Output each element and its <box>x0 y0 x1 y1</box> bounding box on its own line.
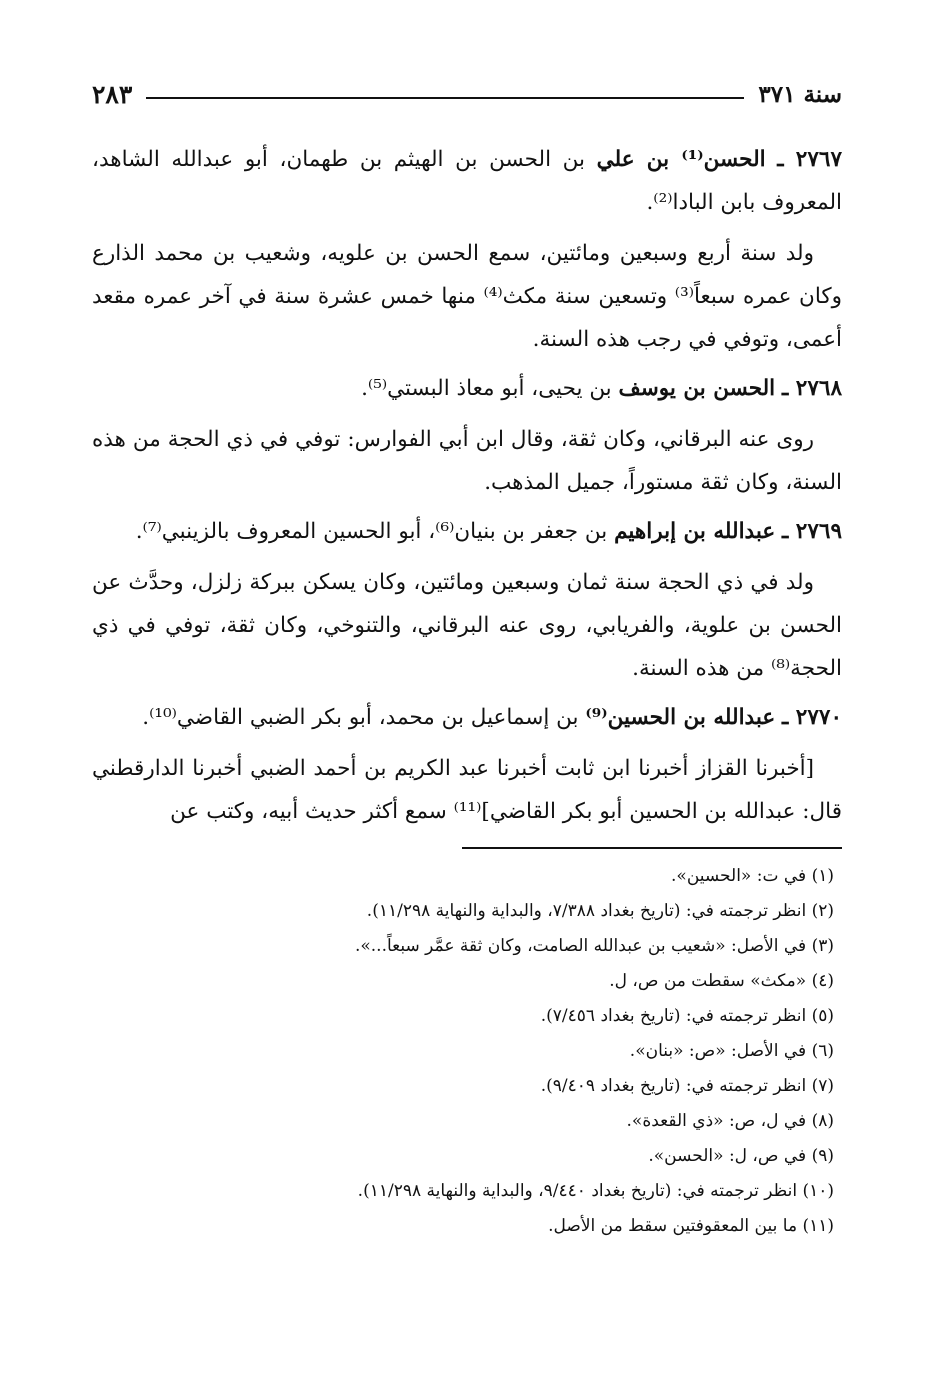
footnotes <box>92 859 842 1244</box>
entry-name: الحسن⁽¹⁾ بن علي <box>596 147 766 172</box>
entry-number: ٢٧٦٧ ـ <box>777 147 842 172</box>
entry-details: بن الحسن بن الهيثم بن طهمان، أبو عبدالله الشاهد، المعروف بابن البادا⁽²⁾. <box>92 147 842 215</box>
entry-details: بن إسماعيل بن محمد، أبو بكر الضبي القاضي⁽¹⁰⁾. <box>142 705 579 730</box>
footnote: (٨) في ل، ص: «ذي القعدة». <box>626 1111 834 1131</box>
footnote: (٤) «مكث» سقطت من ص، ل. <box>609 971 834 991</box>
footnote: (١٠) انظر ترجمته في: (تاريخ بغداد ٩/٤٤٠، والبداية والنهاية ١١/٢٩٨). <box>357 1181 834 1201</box>
main-text <box>92 138 842 833</box>
footnote: (٣) في الأصل: «شعيب بن عبدالله الصامت، وكان ثقة عمَّر سبعاً...». <box>354 936 834 956</box>
biography-paragraph: [أخبرنا القزاز أخبرنا ابن ثابت أخبرنا عبد الكريم بن أحمد الضبي أخبرنا الدارقطني قال: عبدالله بن الحسين أبو بكر القاضي]⁽¹¹⁾ سمع أكثر حديث أبيه، وكتب عن <box>92 756 842 824</box>
page-number: ٢٨٣ <box>92 79 133 109</box>
biography-entry-2769 <box>92 510 842 553</box>
footnote: (١) في ت: «الحسين». <box>671 866 834 886</box>
chapter-heading: سنة ٣٧١ <box>758 80 842 108</box>
biography-paragraph: ولد في ذي الحجة سنة ثمان وسبعين ومائتين، وكان يسكن ببركة زلزل، وحدَّث عن الحسن بن علوية، والفريابي، روى عنه البرقاني، والتنوخي، وكان ثقة، توفي في ذي الحجة⁽⁸⁾ من هذه السنة. <box>92 570 842 681</box>
footnote: (٥) انظر ترجمته في: (تاريخ بغداد ٧/٤٥٦). <box>540 1006 834 1026</box>
biography-entry-2768 <box>92 367 842 410</box>
page-header <box>92 70 842 118</box>
book-page <box>92 70 842 1330</box>
biography-entry-2770 <box>92 696 842 739</box>
entry-details: بن يحيى، أبو معاذ البستي⁽⁵⁾. <box>361 376 612 401</box>
footnote: (٦) في الأصل: «ص: «بنان». <box>629 1041 834 1061</box>
footnote: (٢) انظر ترجمته في: (تاريخ بغداد ٧/٣٨٨، والبداية والنهاية ١١/٢٩٨). <box>366 901 834 921</box>
entry-name: عبدالله بن إبراهيم <box>614 519 776 544</box>
footnote: (٧) انظر ترجمته في: (تاريخ بغداد ٩/٤٠٩). <box>540 1076 834 1096</box>
footnote-separator <box>462 847 842 849</box>
entry-name: عبدالله بن الحسين⁽⁹⁾ <box>585 705 776 730</box>
entry-details: بن جعفر بن بنيان⁽⁶⁾، أبو الحسين المعروف بالزينبي⁽⁷⁾. <box>135 519 608 544</box>
biography-entry-2767 <box>92 138 842 224</box>
header-rule <box>146 97 744 99</box>
entry-number: ٢٧٦٩ ـ <box>782 519 842 544</box>
biography-paragraph: روى عنه البرقاني، وكان ثقة، وقال ابن أبي الفوارس: توفي في ذي الحجة من هذه السنة، وكان ثقة مستوراً، جميل المذهب. <box>92 427 842 495</box>
entry-number: ٢٧٦٨ ـ <box>782 376 842 401</box>
entry-number: ٢٧٧٠ ـ <box>782 705 842 730</box>
footnote: (١١) ما بين المعقوفتين سقط من الأصل. <box>548 1216 834 1236</box>
entry-name: الحسن بن يوسف <box>618 376 776 401</box>
biography-paragraph: ولد سنة أربع وسبعين ومائتين، سمع الحسن بن علويه، وشعيب بن محمد الذارع وكان عمره سبعاً⁽³⁾ وتسعين سنة مكث⁽⁴⁾ منها خمس عشرة سنة في آخر عمره مقعد أعمى، وتوفي في رجب هذه السنة. <box>92 241 843 352</box>
footnote: (٩) في ص، ل: «الحسن». <box>648 1146 834 1166</box>
